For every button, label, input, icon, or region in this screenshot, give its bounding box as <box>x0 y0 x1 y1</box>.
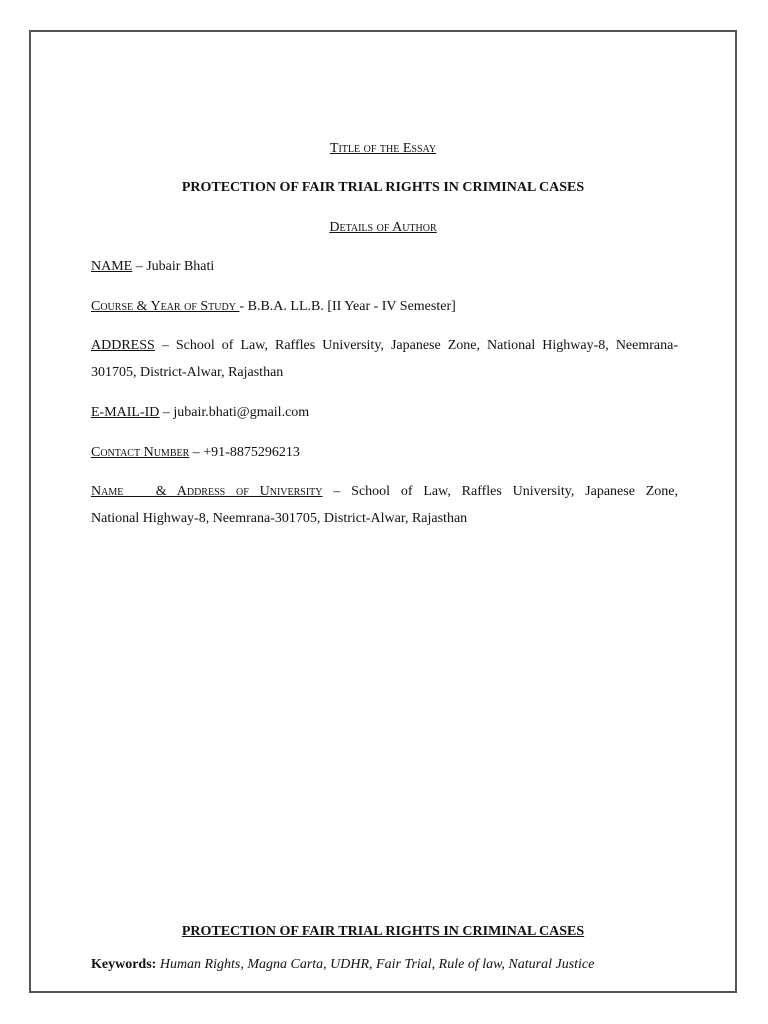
email-label: E-MAIL-ID <box>91 405 160 420</box>
keywords-row <box>91 951 678 978</box>
address-value-line2: 301705, District-Alwar, Rajasthan <box>91 365 284 380</box>
section-title-line <box>31 135 735 162</box>
essay-title: PROTECTION OF FAIR TRIAL RIGHTS IN CRIMINAL CASES <box>181 924 585 939</box>
section-title: Title of the Essay <box>329 141 437 156</box>
university-row-line1 <box>91 478 678 505</box>
address-label: ADDRESS <box>91 338 155 353</box>
address-value-line1: – School of Law, Raffles University, Japanese Zone, National Highway-8, Neemrana- <box>154 338 678 353</box>
name-label: NAME <box>91 259 133 274</box>
essay-title-cover: PROTECTION OF FAIR TRIAL RIGHTS IN CRIMINAL CASES <box>181 180 585 195</box>
address-row-line1 <box>91 332 678 359</box>
author-heading-line <box>31 214 735 241</box>
essay-title-line <box>31 918 735 945</box>
keywords-label: Keywords: <box>91 957 157 972</box>
university-value-line1: – School of Law, Raffles University, Japanese Zone, <box>322 484 679 499</box>
university-row-line2 <box>91 505 678 532</box>
contact-label: Contact Number <box>91 445 190 460</box>
contact-row <box>91 439 678 466</box>
email-row <box>91 399 678 426</box>
course-row <box>91 293 678 320</box>
document-page <box>29 30 737 993</box>
address-row-line2 <box>91 359 678 386</box>
keywords-value: Human Rights, Magna Carta, UDHR, Fair Trial, Rule of law, Natural Justice <box>156 957 595 972</box>
name-row <box>91 253 678 280</box>
university-value-line2: National Highway-8, Neemrana-301705, District-Alwar, Rajasthan <box>91 511 468 526</box>
author-heading: Details of Author <box>329 220 437 235</box>
email-value: – jubair.bhati@gmail.com <box>159 405 310 420</box>
contact-value: – +91-8875296213 <box>189 445 300 460</box>
university-label: Name & Address of University <box>91 484 323 499</box>
name-value: – Jubair Bhati <box>132 259 215 274</box>
course-label: Course & Year of Study <box>91 299 240 314</box>
course-value: - B.B.A. LL.B. [II Year - IV Semester] <box>239 299 456 314</box>
